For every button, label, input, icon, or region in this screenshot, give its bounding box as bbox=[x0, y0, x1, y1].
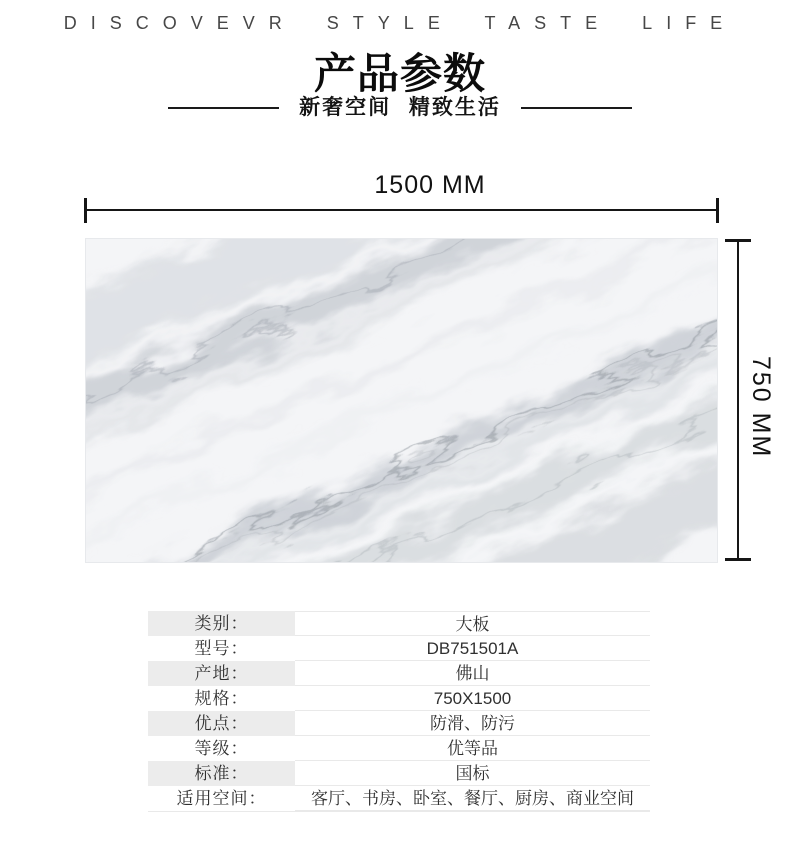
subtitle-text: 新奢空间 精致生活 bbox=[299, 96, 501, 119]
table-row bbox=[148, 786, 650, 811]
spec-label: 产地： bbox=[148, 661, 295, 686]
spec-label: 适用空间： bbox=[176, 789, 267, 808]
spec-value: 防滑、防污 bbox=[295, 711, 650, 736]
table-row bbox=[148, 711, 650, 736]
spec-value: 750X1500 bbox=[295, 686, 650, 711]
table-row bbox=[148, 686, 650, 711]
dimension-line-cap bbox=[725, 558, 751, 561]
subtitle-divider-left bbox=[168, 107, 279, 109]
spec-value: 国标 bbox=[295, 761, 650, 786]
spec-label: 等级： bbox=[194, 739, 249, 758]
table-row bbox=[148, 611, 650, 636]
subtitle-row bbox=[0, 95, 800, 121]
spec-value: 优等品 bbox=[295, 736, 650, 761]
spec-table bbox=[148, 611, 650, 812]
table-row bbox=[148, 736, 650, 761]
spec-label: 标准： bbox=[148, 761, 295, 786]
table-row bbox=[148, 636, 650, 661]
table-row bbox=[148, 661, 650, 686]
spec-value: DB751501A bbox=[295, 636, 650, 661]
subtitle-divider-right bbox=[521, 107, 632, 109]
spec-label: 规格： bbox=[194, 689, 249, 708]
brand-tagline: DISCOVEVR STYLE TASTE LIFE bbox=[63, 13, 737, 33]
dimension-line-cap bbox=[84, 198, 87, 223]
table-row bbox=[148, 761, 650, 786]
width-dimension-line bbox=[85, 209, 718, 211]
dimension-line-cap bbox=[725, 239, 751, 242]
spec-label: 优点： bbox=[148, 711, 295, 736]
spec-label: 型号： bbox=[194, 639, 249, 658]
spec-value: 大板 bbox=[295, 611, 650, 636]
spec-value: 客厅、书房、卧室、餐厅、厨房、商业空间 bbox=[295, 786, 650, 811]
spec-label: 类别： bbox=[148, 611, 295, 636]
width-dimension-label: 1500 MM bbox=[374, 171, 486, 199]
product-tile-image bbox=[85, 238, 718, 563]
spec-value: 佛山 bbox=[295, 661, 650, 686]
page-title: 产品参数 bbox=[313, 50, 486, 97]
height-dimension-label: 750 MM bbox=[747, 356, 775, 459]
dimension-line-cap bbox=[716, 198, 719, 223]
height-dimension-line bbox=[737, 240, 739, 560]
